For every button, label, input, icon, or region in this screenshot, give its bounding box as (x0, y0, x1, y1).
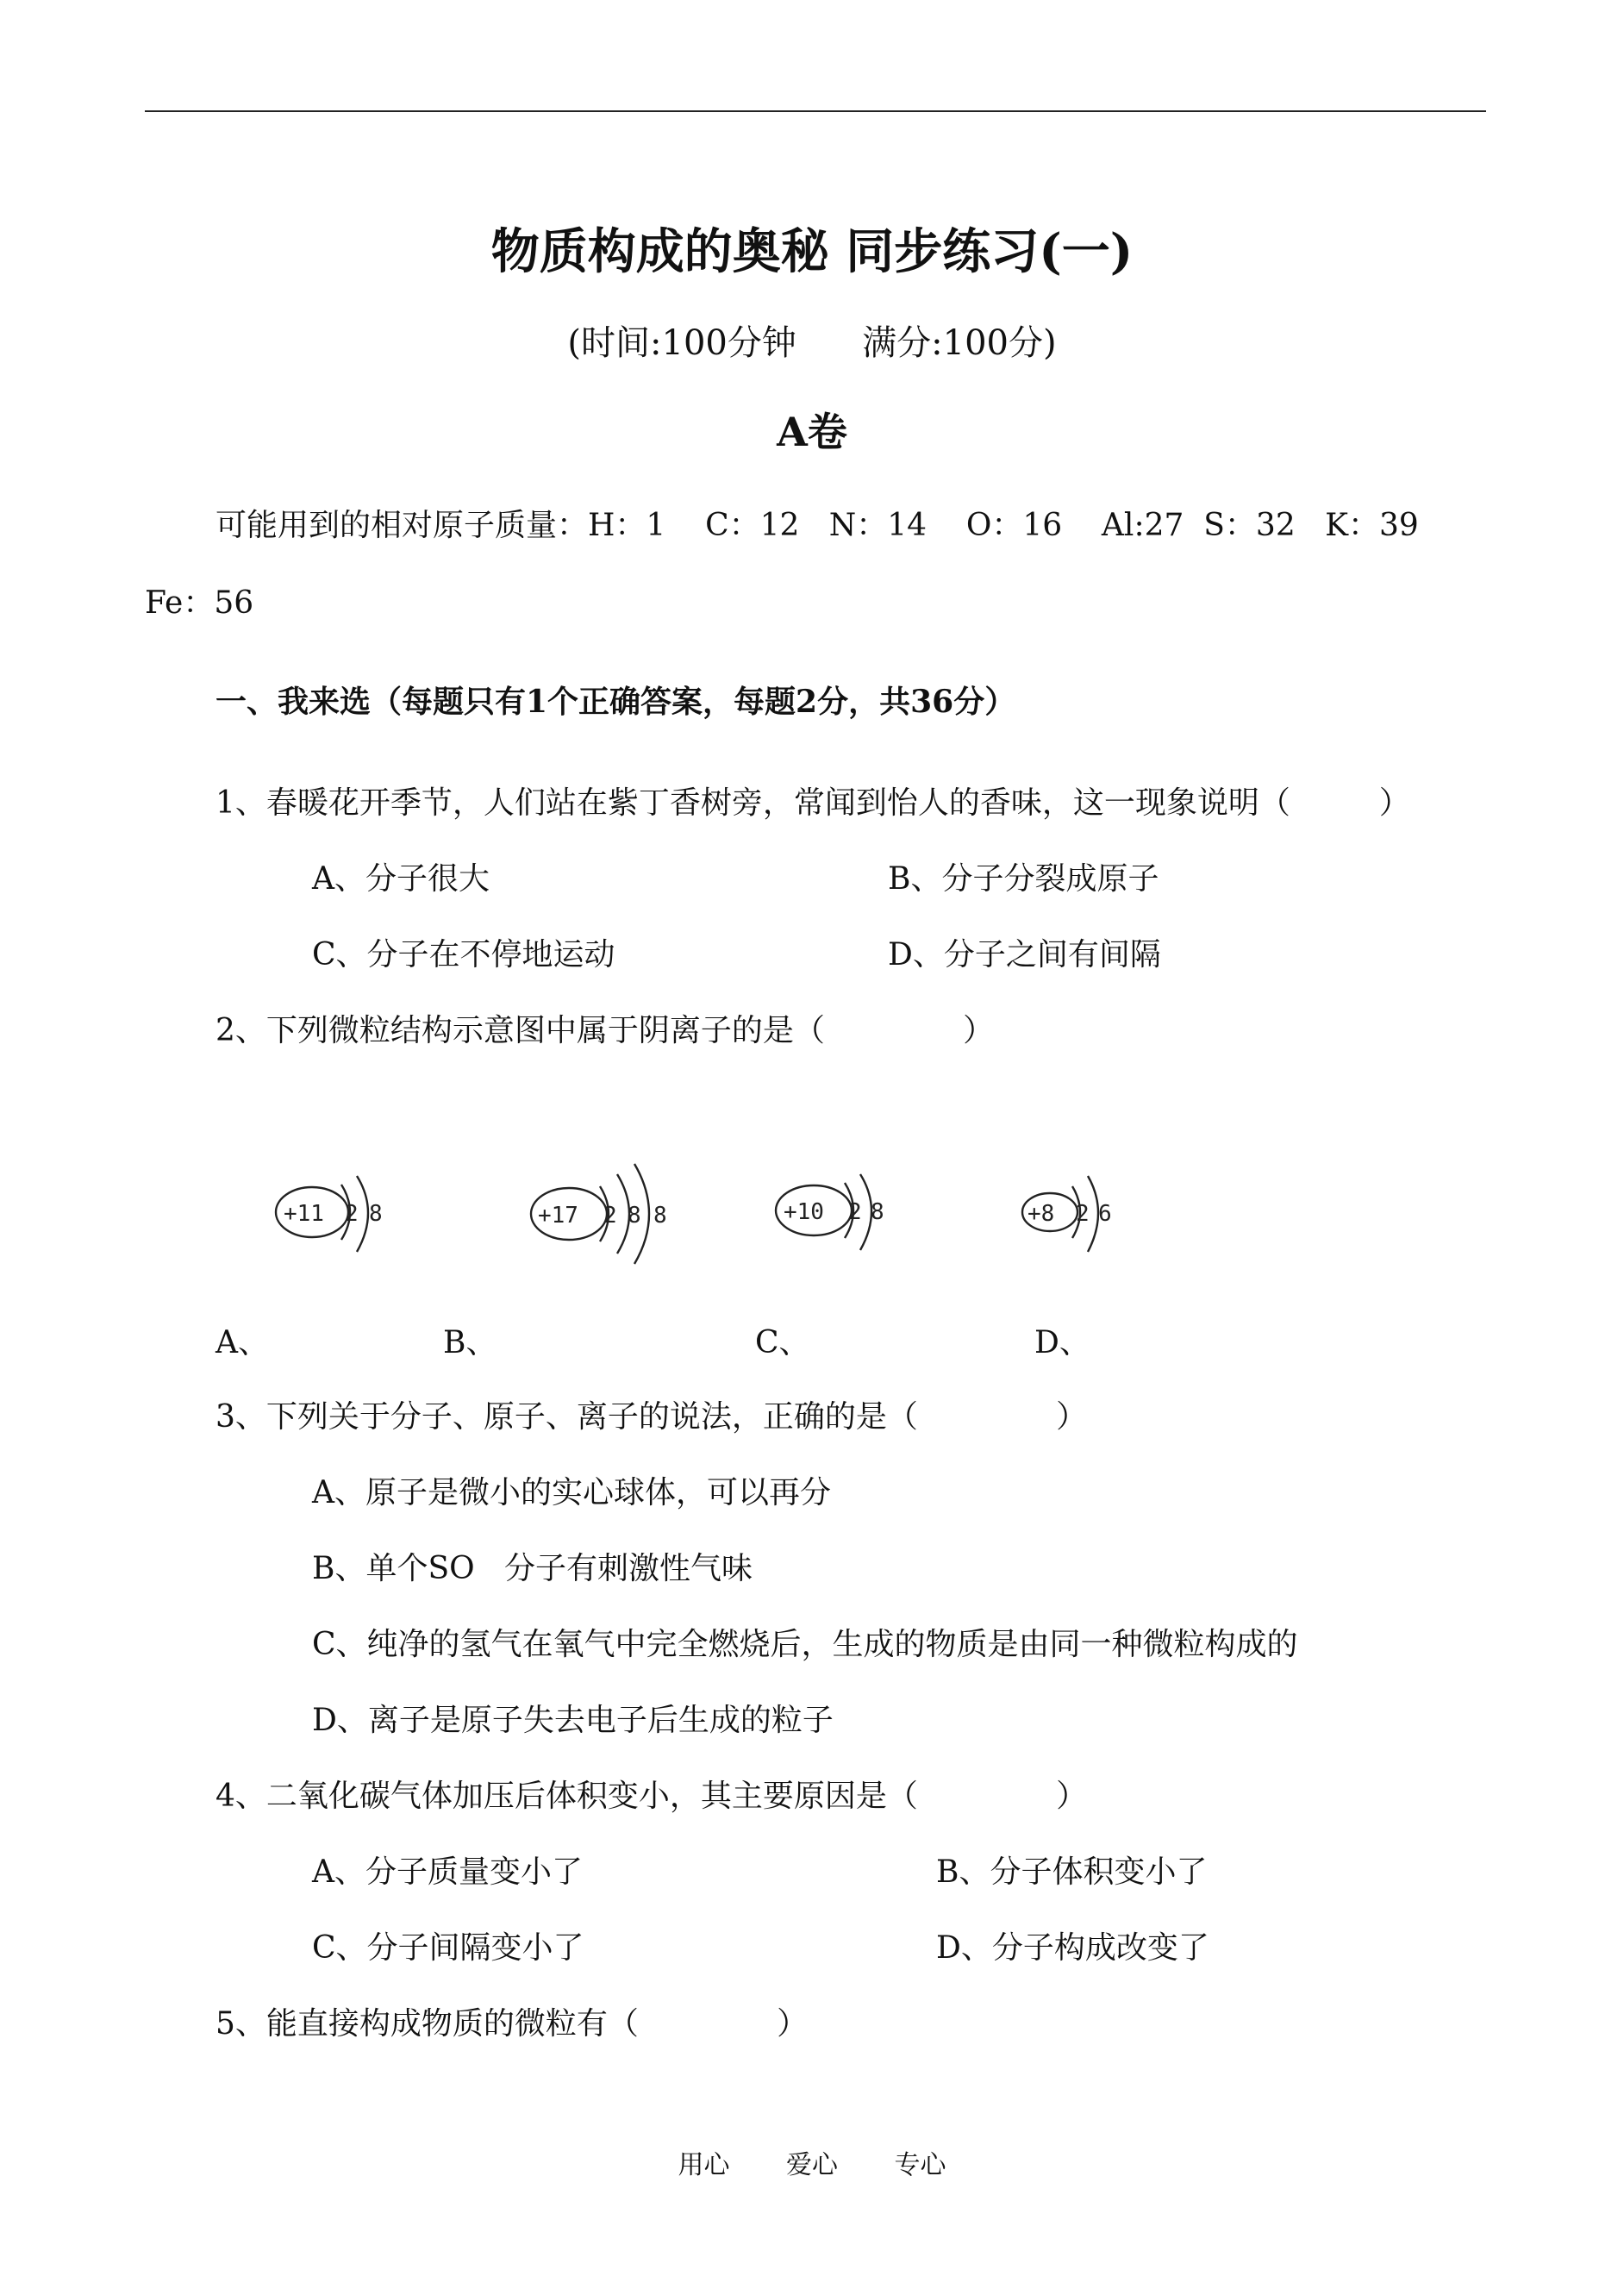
shell-count: 2 (345, 1201, 359, 1227)
atom-diagram-a (274, 1166, 412, 1260)
section-heading: 一、我来选（每题只有1个正确答案，每题2分，共36分） (215, 684, 1016, 720)
shell-count: 2 (603, 1203, 617, 1229)
atom-diagram-d (1019, 1169, 1148, 1264)
atomic-masses-line1: 可能用到的相对原子质量：H：1 C：12 N：14 O：16 Al:27 S：32 K：39 (215, 508, 1419, 543)
nucleus-label: +11 (284, 1201, 324, 1227)
question-4-option-d: D、分子构成改变了 (936, 1930, 1209, 1966)
question-2-stem: 2、下列微粒结构示意图中属于阴离子的是（ ） (215, 1013, 995, 1048)
shell-count: 2 (1076, 1201, 1090, 1227)
shell-count: 8 (653, 1203, 667, 1229)
page-footer (0, 2143, 1624, 2181)
nucleus-label: +8 (1027, 1201, 1055, 1227)
footer-item: 用心 (678, 2150, 730, 2180)
question-1-option-c: C、分子在不停地运动 (312, 937, 615, 972)
question-3-option-a: A、原子是微小的实心球体，可以再分 (312, 1475, 831, 1510)
question-3-stem: 3、下列关于分子、原子、离子的说法，正确的是（ ） (215, 1399, 1088, 1435)
shell-count: 8 (369, 1201, 383, 1227)
atom-diagram-c (774, 1166, 912, 1260)
atomic-masses-line2: Fe：56 (145, 585, 254, 621)
diagram-label-d: D、 (1034, 1325, 1090, 1360)
nucleus-label: +17 (538, 1203, 578, 1229)
question-4-stem: 4、二氧化碳气体加压后体积变小，其主要原因是（ ） (215, 1779, 1088, 1814)
shell-count: 2 (848, 1199, 862, 1225)
question-3-option-b: B、单个SO 分子有刺激性气味 (312, 1551, 753, 1586)
diagram-label-a: A、 (215, 1325, 269, 1360)
volume-label: A卷 (777, 409, 847, 455)
shell-count: 8 (628, 1203, 641, 1229)
question-1-option-b: B、分子分裂成原子 (888, 861, 1159, 897)
diagram-label-c: C、 (755, 1325, 810, 1360)
question-3-option-c: C、纯净的氢气在氧气中完全燃烧后，生成的物质是由同一种微粒构成的 (312, 1627, 1298, 1662)
question-1-option-d: D、分子之间有间隔 (888, 937, 1161, 972)
question-1-stem: 1、春暖花开季节，人们站在紫丁香树旁，常闻到怡人的香味，这一现象说明（ ） (215, 785, 1410, 821)
question-4-option-b: B、分子体积变小了 (936, 1854, 1208, 1890)
nucleus-label: +10 (784, 1199, 824, 1225)
footer-item: 爱心 (786, 2150, 838, 2180)
exam-time-score: (时间:100分钟 满分:100分) (567, 323, 1057, 363)
page-title: 物质构成的奥秘 同步练习(一) (490, 223, 1134, 280)
question-1-option-a: A、分子很大 (312, 861, 490, 897)
header-rule (145, 110, 1486, 112)
atom-diagram-b (528, 1159, 700, 1271)
shell-count: 8 (871, 1199, 884, 1225)
footer-item: 专心 (894, 2150, 946, 2180)
question-3-option-d: D、离子是原子失去电子后生成的粒子 (312, 1703, 834, 1738)
question-4-option-c: C、分子间隔变小了 (312, 1930, 584, 1966)
diagram-label-b: B、 (443, 1325, 497, 1360)
question-4-option-a: A、分子质量变小了 (312, 1854, 583, 1890)
shell-count: 6 (1098, 1201, 1112, 1227)
question-5-stem: 5、能直接构成物质的微粒有（ ） (215, 2006, 809, 2042)
